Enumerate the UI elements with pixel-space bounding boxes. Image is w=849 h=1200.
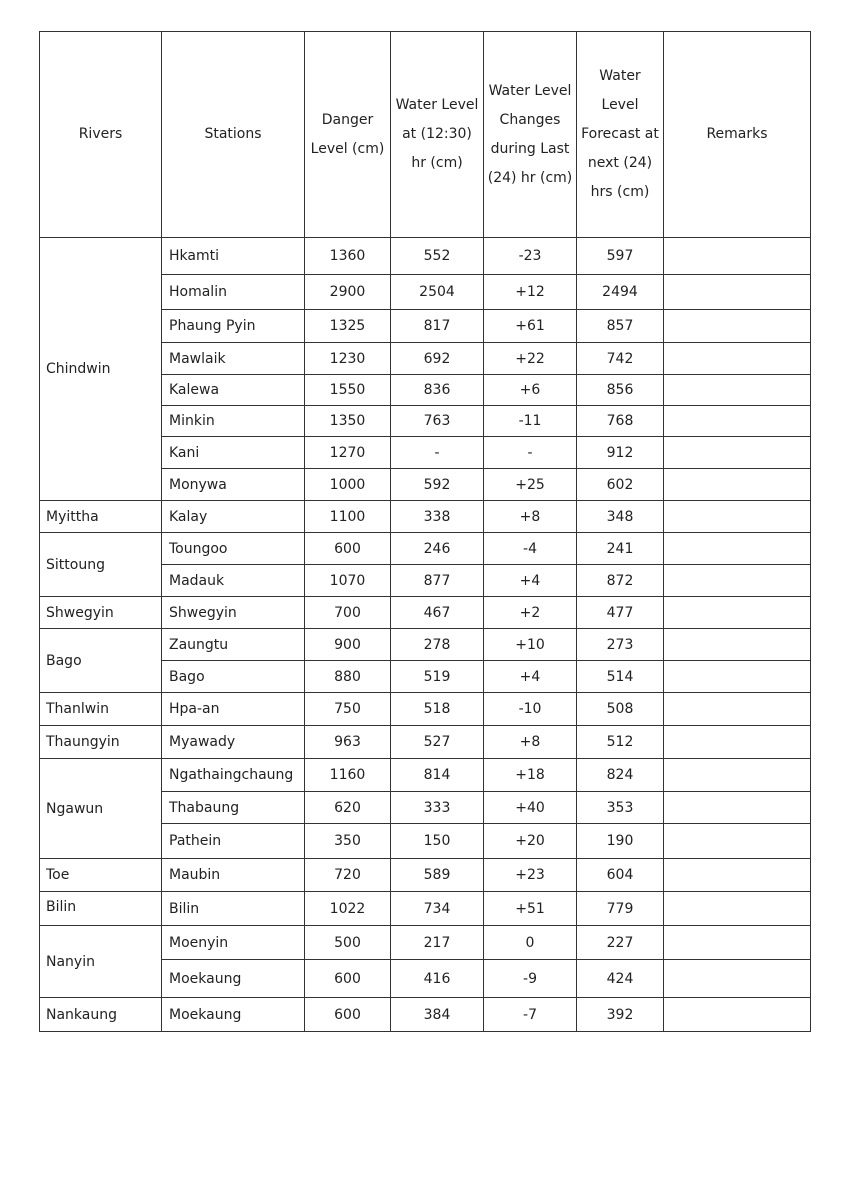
level-change: +18 <box>484 759 577 792</box>
remarks <box>664 565 811 597</box>
table-row <box>40 926 811 960</box>
station-name: Moenyin <box>162 926 305 960</box>
river-name: Ngawun <box>40 759 162 859</box>
table-row <box>40 629 811 661</box>
level-forecast: 872 <box>577 565 664 597</box>
level-change: +25 <box>484 469 577 501</box>
station-name: Minkin <box>162 406 305 437</box>
river-name: Sittoung <box>40 533 162 597</box>
level-forecast: 824 <box>577 759 664 792</box>
level-forecast: 512 <box>577 726 664 759</box>
water-level: 814 <box>391 759 484 792</box>
remarks <box>664 892 811 926</box>
station-name: Thabaung <box>162 792 305 824</box>
level-forecast: 508 <box>577 693 664 726</box>
level-forecast: 392 <box>577 998 664 1032</box>
station-name: Toungoo <box>162 533 305 565</box>
header-stations: Stations <box>162 32 305 238</box>
water-level: 589 <box>391 859 484 892</box>
danger-level: 1100 <box>305 501 391 533</box>
remarks <box>664 824 811 859</box>
water-level-table <box>39 31 811 1032</box>
level-forecast: 602 <box>577 469 664 501</box>
remarks <box>664 759 811 792</box>
danger-level: 1160 <box>305 759 391 792</box>
station-name: Shwegyin <box>162 597 305 629</box>
level-forecast: 912 <box>577 437 664 469</box>
station-name: Moekaung <box>162 998 305 1032</box>
level-change: 0 <box>484 926 577 960</box>
header-water-level: Water Level at (12:30) hr (cm) <box>391 32 484 238</box>
station-name: Moekaung <box>162 960 305 998</box>
remarks <box>664 960 811 998</box>
remarks <box>664 375 811 406</box>
remarks <box>664 629 811 661</box>
header-forecast: Water Level Forecast at next (24) hrs (cm) <box>577 32 664 238</box>
danger-level: 1360 <box>305 238 391 275</box>
river-name: Shwegyin <box>40 597 162 629</box>
danger-level: 750 <box>305 693 391 726</box>
water-level: 384 <box>391 998 484 1032</box>
table-row <box>40 859 811 892</box>
water-level: 338 <box>391 501 484 533</box>
river-name: Bilin <box>40 892 162 926</box>
station-name: Kani <box>162 437 305 469</box>
level-change: +61 <box>484 310 577 343</box>
danger-level: 1022 <box>305 892 391 926</box>
station-name: Maubin <box>162 859 305 892</box>
level-change: +4 <box>484 661 577 693</box>
water-level: 278 <box>391 629 484 661</box>
level-change: +20 <box>484 824 577 859</box>
remarks <box>664 792 811 824</box>
water-level: 552 <box>391 238 484 275</box>
danger-level: 600 <box>305 533 391 565</box>
danger-level: 600 <box>305 960 391 998</box>
danger-level: 1230 <box>305 343 391 375</box>
level-change: -10 <box>484 693 577 726</box>
level-forecast: 2494 <box>577 275 664 310</box>
table-row <box>40 726 811 759</box>
remarks <box>664 926 811 960</box>
remarks <box>664 693 811 726</box>
station-name: Mawlaik <box>162 343 305 375</box>
station-name: Madauk <box>162 565 305 597</box>
water-level: 2504 <box>391 275 484 310</box>
water-level: 527 <box>391 726 484 759</box>
station-name: Hpa-an <box>162 693 305 726</box>
water-level: 763 <box>391 406 484 437</box>
level-change: +8 <box>484 726 577 759</box>
remarks <box>664 859 811 892</box>
level-change: +22 <box>484 343 577 375</box>
level-forecast: 424 <box>577 960 664 998</box>
remarks <box>664 343 811 375</box>
river-name: Thanlwin <box>40 693 162 726</box>
station-name: Bilin <box>162 892 305 926</box>
station-name: Bago <box>162 661 305 693</box>
level-forecast: 477 <box>577 597 664 629</box>
river-name: Myittha <box>40 501 162 533</box>
level-change: -9 <box>484 960 577 998</box>
station-name: Monywa <box>162 469 305 501</box>
danger-level: 1350 <box>305 406 391 437</box>
water-level: 518 <box>391 693 484 726</box>
header-changes: Water Level Changes during Last (24) hr (cm) <box>484 32 577 238</box>
level-forecast: 190 <box>577 824 664 859</box>
danger-level: 900 <box>305 629 391 661</box>
station-name: Zaungtu <box>162 629 305 661</box>
header-remarks: Remarks <box>664 32 811 238</box>
station-name: Myawady <box>162 726 305 759</box>
danger-level: 620 <box>305 792 391 824</box>
danger-level: 1270 <box>305 437 391 469</box>
station-name: Homalin <box>162 275 305 310</box>
remarks <box>664 437 811 469</box>
danger-level: 700 <box>305 597 391 629</box>
level-forecast: 273 <box>577 629 664 661</box>
table-row <box>40 892 811 926</box>
water-level: 217 <box>391 926 484 960</box>
level-forecast: 742 <box>577 343 664 375</box>
water-level: 246 <box>391 533 484 565</box>
remarks <box>664 406 811 437</box>
danger-level: 1325 <box>305 310 391 343</box>
water-level: 416 <box>391 960 484 998</box>
level-forecast: 241 <box>577 533 664 565</box>
remarks <box>664 661 811 693</box>
danger-level: 880 <box>305 661 391 693</box>
station-name: Kalay <box>162 501 305 533</box>
level-change: -7 <box>484 998 577 1032</box>
level-forecast: 597 <box>577 238 664 275</box>
level-forecast: 779 <box>577 892 664 926</box>
danger-level: 1070 <box>305 565 391 597</box>
remarks <box>664 501 811 533</box>
level-change: +23 <box>484 859 577 892</box>
danger-level: 963 <box>305 726 391 759</box>
river-name: Toe <box>40 859 162 892</box>
level-forecast: 857 <box>577 310 664 343</box>
water-level: 692 <box>391 343 484 375</box>
table-row <box>40 998 811 1032</box>
level-forecast: 514 <box>577 661 664 693</box>
danger-level: 2900 <box>305 275 391 310</box>
level-change: +10 <box>484 629 577 661</box>
header-danger-level: Danger Level (cm) <box>305 32 391 238</box>
level-forecast: 604 <box>577 859 664 892</box>
station-name: Ngathaingchaung <box>162 759 305 792</box>
water-level: 817 <box>391 310 484 343</box>
level-change: -4 <box>484 533 577 565</box>
remarks <box>664 597 811 629</box>
remarks <box>664 275 811 310</box>
level-change: +12 <box>484 275 577 310</box>
table-row <box>40 501 811 533</box>
header-rivers: Rivers <box>40 32 162 238</box>
river-name: Nanyin <box>40 926 162 998</box>
water-level: 150 <box>391 824 484 859</box>
water-level: 592 <box>391 469 484 501</box>
header-row <box>40 32 811 238</box>
table-row <box>40 238 811 275</box>
table-row <box>40 759 811 792</box>
level-change: -11 <box>484 406 577 437</box>
remarks <box>664 533 811 565</box>
station-name: Pathein <box>162 824 305 859</box>
remarks <box>664 998 811 1032</box>
table-body <box>40 238 811 1032</box>
level-change: -23 <box>484 238 577 275</box>
remarks <box>664 238 811 275</box>
station-name: Kalewa <box>162 375 305 406</box>
danger-level: 1000 <box>305 469 391 501</box>
danger-level: 350 <box>305 824 391 859</box>
river-name: Thaungyin <box>40 726 162 759</box>
water-level: 333 <box>391 792 484 824</box>
water-level: 734 <box>391 892 484 926</box>
level-change: +51 <box>484 892 577 926</box>
river-name: Nankaung <box>40 998 162 1032</box>
river-name: Bago <box>40 629 162 693</box>
water-level: 877 <box>391 565 484 597</box>
station-name: Phaung Pyin <box>162 310 305 343</box>
level-forecast: 227 <box>577 926 664 960</box>
water-level: - <box>391 437 484 469</box>
danger-level: 720 <box>305 859 391 892</box>
level-forecast: 348 <box>577 501 664 533</box>
level-forecast: 856 <box>577 375 664 406</box>
remarks <box>664 310 811 343</box>
station-name: Hkamti <box>162 238 305 275</box>
level-change: +2 <box>484 597 577 629</box>
water-level: 519 <box>391 661 484 693</box>
danger-level: 600 <box>305 998 391 1032</box>
level-change: +4 <box>484 565 577 597</box>
danger-level: 500 <box>305 926 391 960</box>
level-change: +6 <box>484 375 577 406</box>
danger-level: 1550 <box>305 375 391 406</box>
remarks <box>664 469 811 501</box>
level-forecast: 353 <box>577 792 664 824</box>
table-row <box>40 533 811 565</box>
water-level: 836 <box>391 375 484 406</box>
level-change: +8 <box>484 501 577 533</box>
remarks <box>664 726 811 759</box>
level-forecast: 768 <box>577 406 664 437</box>
level-change: - <box>484 437 577 469</box>
river-name: Chindwin <box>40 238 162 501</box>
water-level: 467 <box>391 597 484 629</box>
level-change: +40 <box>484 792 577 824</box>
table-row <box>40 693 811 726</box>
table-row <box>40 597 811 629</box>
